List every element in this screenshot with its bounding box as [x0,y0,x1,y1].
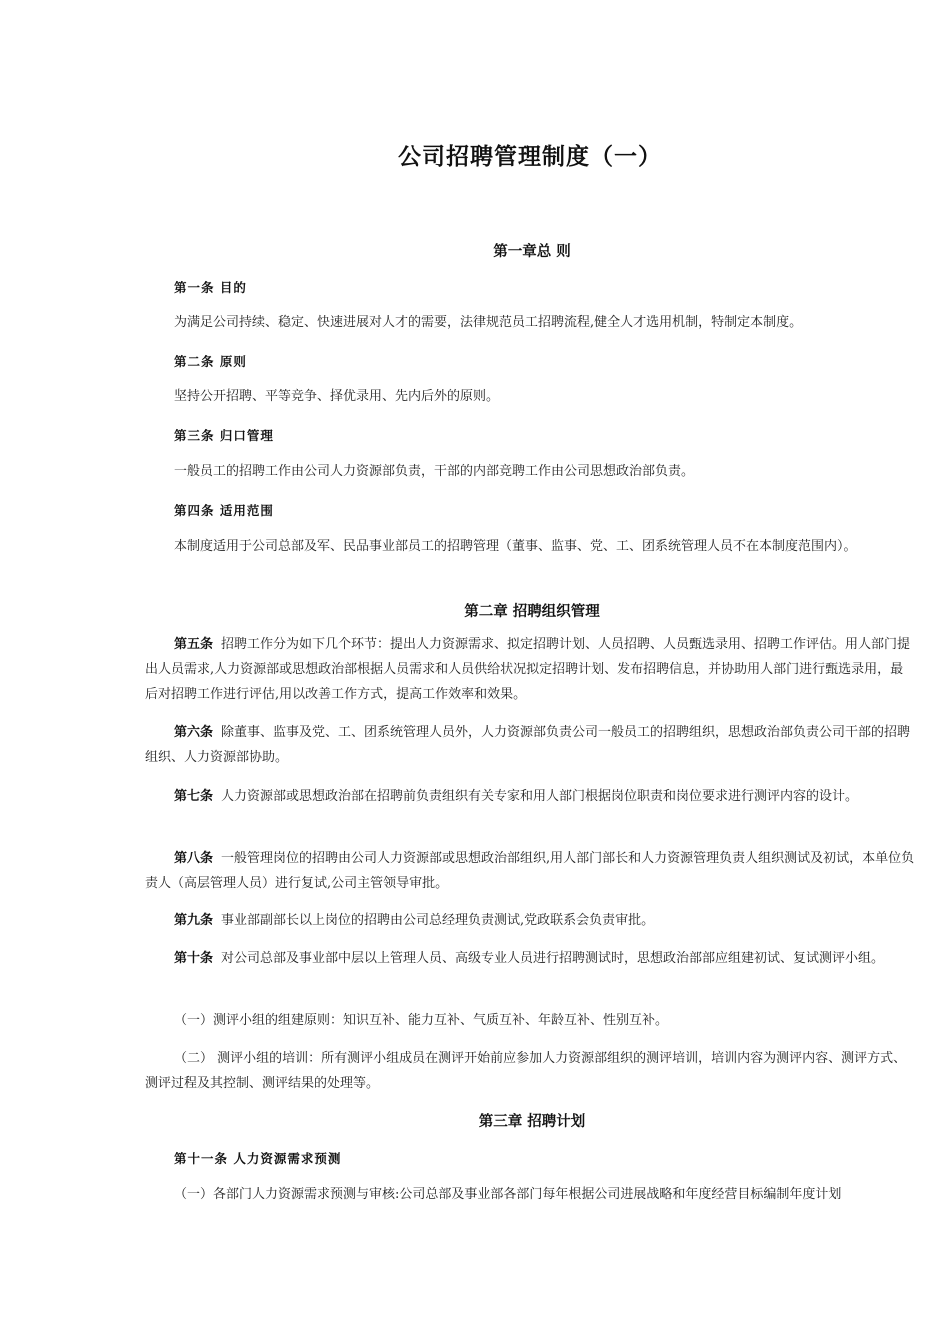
article-10-item-1: （一）测评小组的组建原则：知识互补、能力互补、气质互补、年龄互补、性别互补。 [174,1013,669,1028]
article-7-label: 第七条 [174,789,214,804]
chapter-1-heading: 第一章总 则 [493,244,571,260]
article-9-label: 第九条 [174,913,214,928]
article-7-text: 人力资源部或思想政治部在招聘前负责组织有关专家和用人部门根据岗位职责和岗位要求进行测评内容的设计。 [221,789,859,804]
article-10-item-2: （二） 测评小组的培训：所有测评小组成员在测评开始前应参加人力资源部组织的测评培训，培训内容为测评内容、测评方式、测评过程及其控制、测评结果的处理等。 [145,1051,907,1091]
chapter-3-heading: 第三章 招聘计划 [478,1114,586,1130]
article-9-text: 事业部副部长以上岗位的招聘由公司总经理负责测试,党政联系会负责审批。 [221,913,655,928]
article-11-heading: 第十一条 人力资源需求预测 [174,1151,342,1166]
article-8-paragraph [145,846,915,896]
article-2-heading: 第二条 原则 [174,354,247,369]
article-8-text: 一般管理岗位的招聘由公司人力资源部或思想政治部组织,用人部门部长和人力资源管理负责人组织测试及初试，本单位负责人（高层管理人员）进行复试,公司主管领导审批。 [145,851,915,891]
article-4-text: 本制度适用于公司总部及军、民品事业部员工的招聘管理（董事、监事、党、工、团系统管理人员不在本制度范围内）。 [174,539,857,554]
document-title: 公司招聘管理制度（一） [398,144,662,170]
article-7-paragraph [145,784,915,809]
article-5-text: 招聘工作分为如下几个环节：提出人力资源需求、拟定招聘计划、人员招聘、人员甄选录用、招聘工作评估。用人部门提出人员需求,人力资源部或思想政治部根据人员需求和人员供给状况拟定招聘计划、发布招聘信息，并协助用人部门进行甄选录用，最后对招聘工作进行评估,用以改善工作方式，提高工作效率和效果。 [145,637,911,702]
article-6-paragraph [145,720,915,770]
article-9-paragraph [145,908,915,933]
article-10-text: 对公司总部及事业部中层以上管理人员、高级专业人员进行招聘测试时，思想政治部部应组建初试、复试测评小组。 [221,951,885,966]
article-6-label: 第六条 [174,725,214,740]
article-1-text: 为满足公司持续、稳定、快速进展对人才的需要，法律规范员工招聘流程,健全人才选用机制，特制定本制度。 [174,315,803,330]
article-10-paragraph [145,946,915,971]
article-6-text: 除董事、监事及党、工、团系统管理人员外，人力资源部负责公司一般员工的招聘组织，思想政治部负责公司干部的招聘组织、人力资源部协助。 [145,725,911,765]
article-1-heading: 第一条 目的 [174,280,247,295]
article-5-paragraph [145,632,915,707]
article-4-heading: 第四条 适用范围 [174,503,274,518]
article-11-item-1: （一）各部门人力资源需求预测与审核:公司总部及事业部各部门每年根据公司进展战略和年度经营目标编制年度计划 [174,1187,842,1202]
chapter-2-heading: 第二章 招聘组织管理 [464,604,600,620]
article-5-label: 第五条 [174,637,214,652]
article-3-heading: 第三条 归口管理 [174,428,274,443]
article-2-text: 坚持公开招聘、平等竞争、择优录用、先内后外的原则。 [174,389,500,404]
article-8-label: 第八条 [174,851,214,866]
article-3-text: 一般员工的招聘工作由公司人力资源部负责，干部的内部竞聘工作由公司思想政治部负责。 [174,464,695,479]
article-10-label: 第十条 [174,951,214,966]
